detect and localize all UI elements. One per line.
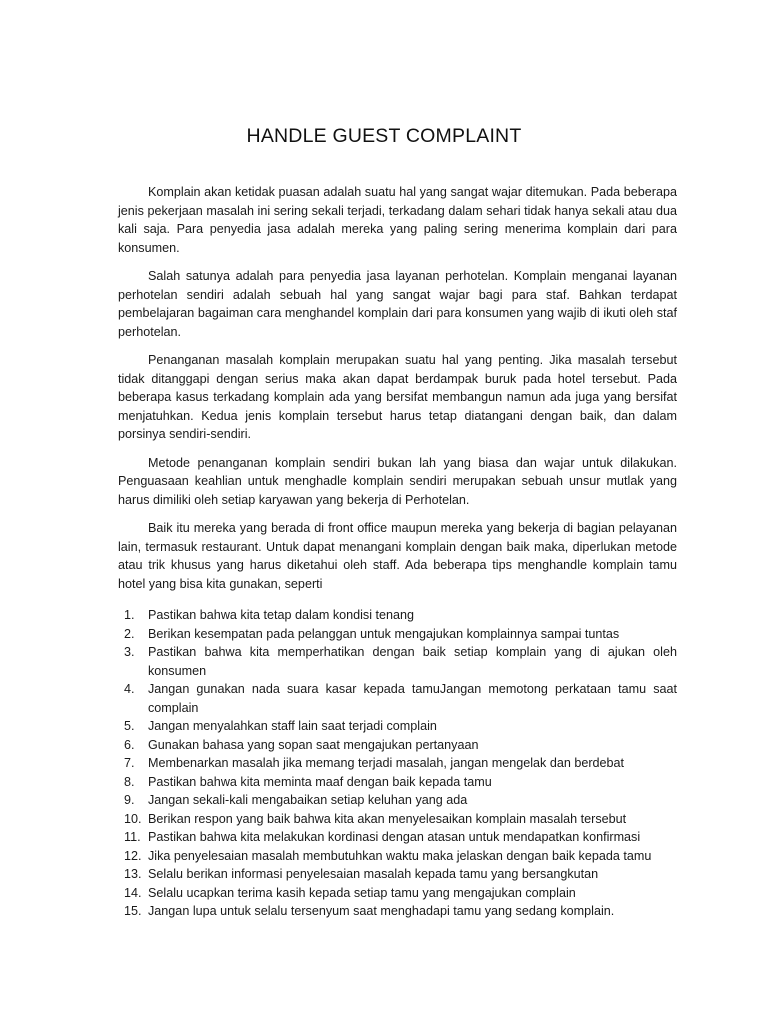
list-item-text: Jangan menyalahkan staff lain saat terjadi complain (148, 719, 437, 733)
list-item-number: 10. (124, 811, 142, 826)
list-item (118, 865, 677, 884)
list-item-number: 8. (124, 774, 135, 789)
list-item-text: Pastikan bahwa kita meminta maaf dengan baik kepada tamu (148, 774, 492, 789)
document-title: HANDLE GUEST COMPLAINT (246, 125, 522, 147)
list-item-text: Selalu ucapkan terima kasih kepada setiap tamu yang mengajukan complain (148, 885, 576, 900)
tips-list (118, 606, 677, 921)
list-item (118, 773, 677, 792)
list-item-number: 9. (124, 793, 135, 807)
list-item-text: Membenarkan masalah jika memang terjadi masalah, jangan mengelak dan berdebat (148, 756, 625, 770)
list-item-text: Jika penyelesaian masalah membutuhkan waktu maka jelaskan dengan baik kepada tamu (148, 848, 652, 863)
list-item-number: 12. (124, 848, 142, 863)
document-body (118, 183, 677, 921)
list-item (118, 791, 677, 810)
paragraph: Baik itu mereka yang berada di front office maupun mereka yang bekerja di bagian pelayanan lain, termasuk restaurant. Untuk dapat menangani komplain dengan baik maka, diperlukan metode atau trik khusus yang harus diketahui oleh staff. Ada beberapa tips menghandle komplain tamu hotel yang bisa kita gunakan, seperti (118, 521, 677, 591)
list-item-text: Jangan lupa untuk selalu tersenyum saat menghadapi tamu yang sedang komplain. (148, 904, 615, 918)
list-item-number: 4. (124, 682, 135, 696)
paragraph: Komplain akan ketidak puasan adalah suatu hal yang sangat wajar ditemukan. Pada beberapa jenis pekerjaan masalah ini sering sekali terjadi, terkadang dalam sehari tidak hanya sekali atau dua kali saja. Para penyedia jasa adalah mereka yang paling sering menerima komplain dari para konsumen. (118, 185, 677, 255)
paragraph: Metode penanganan komplain sendiri bukan lah yang biasa dan wajar untuk dilakukan. Penguasaan keahlian untuk menghadle komplain sendiri merupakan sebuah unsur mutlak yang harus dimiliki oleh setiap karyawan yang bekerja di Perhotelan. (118, 455, 677, 507)
list-item (118, 736, 677, 755)
list-item-number: 1. (124, 608, 135, 622)
list-item-text: Pastikan bahwa kita memperhatikan dengan baik setiap komplain yang di ajukan oleh konsumen (148, 645, 677, 678)
list-item (118, 606, 677, 625)
list-item (118, 847, 677, 866)
list-item-text: Berikan respon yang baik bahwa kita akan menyelesaikan komplain masalah tersebut (148, 811, 627, 826)
paragraph: Penanganan masalah komplain merupakan suatu hal yang penting. Jika masalah tersebut tidak ditanggapi dengan serius maka akan dapat berdampak buruk pada hotel tersebut. Pada beberapa kasus terkadang komplain ada yang bersifat membangun namun ada juga yang bersifat menjatuhkan. Kedua jenis komplain tersebut harus tetap diatangani dengan baik, dan dalam porsinya sendiri-sendiri. (118, 353, 677, 441)
list-item-text: Jangan sekali-kali mengabaikan setiap keluhan yang ada (148, 793, 468, 807)
list-item-number: 14. (124, 885, 142, 900)
list-item (118, 625, 677, 644)
list-item (118, 828, 677, 847)
list-item (118, 902, 677, 921)
list-item-number: 7. (124, 756, 135, 770)
list-item (118, 810, 677, 829)
list-item-number: 2. (124, 626, 135, 641)
list-item (118, 717, 677, 736)
list-item-number: 15. (124, 904, 142, 918)
list-item (118, 643, 677, 680)
list-item-number: 11. (124, 830, 141, 844)
list-item (118, 884, 677, 903)
list-item-text: Gunakan bahasa yang sopan saat mengajukan pertanyaan (148, 737, 479, 752)
list-item-number: 13. (124, 867, 142, 881)
list-item (118, 680, 677, 717)
list-item-text: Berikan kesempatan pada pelanggan untuk mengajukan komplainnya sampai tuntas (148, 626, 620, 641)
list-item-number: 6. (124, 737, 135, 752)
list-item-text: Pastikan bahwa kita tetap dalam kondisi tenang (148, 608, 415, 622)
list-item (118, 754, 677, 773)
list-item-text: Pastikan bahwa kita melakukan kordinasi dengan atasan untuk mendapatkan konfirmasi (148, 830, 641, 844)
list-item-number: 5. (124, 719, 135, 733)
list-item-number: 3. (124, 645, 135, 659)
list-item-text: Jangan gunakan nada suara kasar kepada tamuJangan memotong perkataan tamu saat complain (148, 682, 677, 715)
list-item-text: Selalu berikan informasi penyelesaian masalah kepada tamu yang bersangkutan (148, 867, 599, 881)
paragraph: Salah satunya adalah para penyedia jasa layanan perhotelan. Komplain menganai layanan perhotelan sendiri adalah sebuah hal yang sangat wajar bagi para staf. Bahkan terdapat pembelajaran bagaiman cara menghandel komplain dari para konsumen yang wajib di ikuti oleh staf perhotelan. (118, 269, 677, 339)
